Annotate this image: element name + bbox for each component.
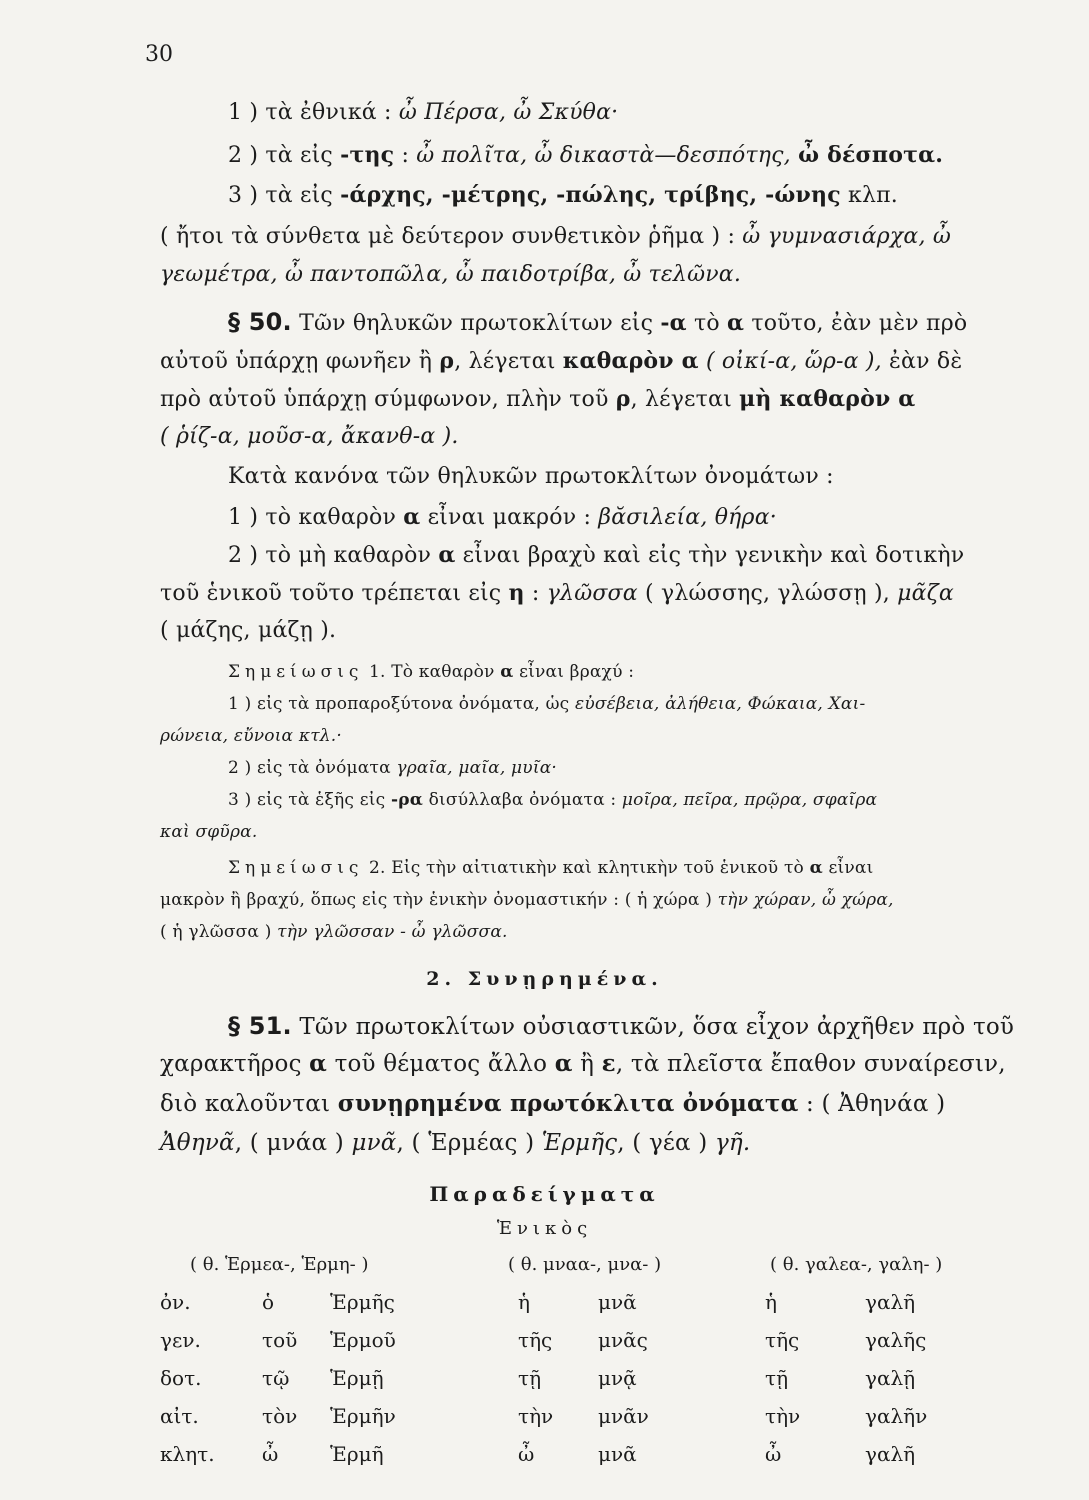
paradigm-noun-hermes: Ἑρμῆ xyxy=(330,1442,384,1466)
note-number: 1. xyxy=(363,662,386,682)
bold-text: α xyxy=(403,504,421,530)
italic-text: τὴν χώραν, ὦ χώρα, xyxy=(717,890,894,910)
text: πρὸ αὐτοῦ ὑπάρχῃ σύμφωνον, πλὴν τοῦ xyxy=(160,387,616,412)
note-2-line-3 xyxy=(160,922,508,942)
paradigm-noun-gale: γαλῆς xyxy=(865,1328,927,1352)
paradigm-case-label: γεν. xyxy=(160,1328,201,1352)
bold-text: -α xyxy=(660,310,687,336)
section-50-line-1 xyxy=(228,308,967,336)
paradigm-article: ἡ xyxy=(518,1290,530,1314)
paradigm-article: ὦ xyxy=(518,1442,535,1466)
item-number: 2 ) xyxy=(228,143,266,168)
section-heading: 2. Συνῃρημένα. xyxy=(426,968,663,990)
section-number: § 51. xyxy=(228,1012,292,1040)
note-2-header xyxy=(228,858,873,878)
paradigm-noun-gale: γαλῇ xyxy=(865,1366,916,1390)
note-1-item-1 xyxy=(228,694,865,714)
italic-text: γῆ. xyxy=(714,1130,751,1156)
section-51-line-4 xyxy=(160,1130,750,1156)
paradigm-noun-hermes: Ἑρμοῦ xyxy=(330,1328,396,1352)
bold-text: συνῃρημένα πρωτόκλιτα ὀνόματα xyxy=(337,1090,799,1117)
text: Τὸ καθαρὸν xyxy=(385,662,501,682)
paradigm-noun-gale: γαλῆν xyxy=(865,1404,928,1428)
section-50-line-5: Κατὰ κανόνα τῶν θηλυκῶν πρωτοκλίτων ὀνομάτων : xyxy=(228,464,834,489)
text: τοῦτο, ἐὰν μὲν πρὸ xyxy=(744,311,968,336)
text: ( γλώσσης, γλώσσῃ ), xyxy=(637,581,898,606)
bold-text: α xyxy=(727,310,745,336)
section-50-line-4: ( ῥίζ-α, μοῦσ-α, ἄκανθ-α ). xyxy=(160,424,459,449)
text: μακρὸν ἢ βραχύ, ὅπως εἰς τὴν ἑνικὴν ὀνομαστικήν : ( ἡ χώρα ) xyxy=(160,890,718,910)
item-text: τὰ εἰς xyxy=(265,143,341,168)
stem-1: ( θ. Ἑρμεα-, Ἑρμη- ) xyxy=(190,1254,369,1275)
note-1-item-3-cont: καὶ σφῦρα. xyxy=(160,822,258,842)
vocative-item-3 xyxy=(228,182,898,208)
note-number: 2. xyxy=(363,858,386,878)
vocative-item-3-cont xyxy=(160,224,951,249)
text: τοῦ θέματος ἄλλο xyxy=(327,1051,555,1077)
section-50-rule-1 xyxy=(228,504,777,530)
paradigm-noun-mna: μνᾶ xyxy=(598,1290,637,1314)
note-1-item-2 xyxy=(228,758,557,778)
note-label: Σημείωσις xyxy=(228,858,364,878)
paradigm-article: τὴν xyxy=(518,1404,554,1428)
text: , ( μνάα ) xyxy=(234,1130,352,1156)
bold-text: ρ xyxy=(439,348,455,374)
italic-text: μοῖρα, πεῖρα, πρῷρα, σφαῖρα xyxy=(621,790,878,810)
vocative-item-3-examples: γεωμέτρα, ὦ παντοπῶλα, ὦ παιδοτρίβα, ὦ τελῶνα. xyxy=(160,262,742,287)
paradigm-article: τῷ xyxy=(262,1366,290,1390)
item-endings: -άρχης, -μέτρης, -πώλης, τρίβης, -ώνης xyxy=(340,182,841,208)
text: τὸ xyxy=(686,311,728,336)
paradigm-article: ὦ xyxy=(765,1442,782,1466)
text: , τὰ πλεῖστα ἔπαθον συναίρεσιν, xyxy=(615,1051,1006,1077)
paradigm-noun-mna: μνᾷ xyxy=(598,1366,637,1390)
paradigm-noun-hermes: Ἑρμῆν xyxy=(330,1404,396,1428)
section-number: § 50. xyxy=(228,308,292,336)
bold-text: α xyxy=(309,1050,328,1077)
italic-text: Ἑρμῆς xyxy=(541,1130,618,1156)
paradigm-article: τῆς xyxy=(765,1328,800,1352)
paradigms-subtitle: Ἑνικὸς xyxy=(496,1218,593,1239)
note-1-item-3 xyxy=(228,790,877,810)
text: ( ἡ γλῶσσα ) xyxy=(160,922,278,942)
text: ἢ xyxy=(572,1051,602,1077)
section-50-line-3 xyxy=(160,386,915,412)
note-1-header xyxy=(228,662,634,682)
stem-3: ( θ. γαλεα-, γαλη- ) xyxy=(770,1254,943,1275)
italic-text: γλῶσσα xyxy=(546,581,638,606)
paradigm-case-label: αἰτ. xyxy=(160,1404,199,1428)
text: 3 ) εἰς τὰ ἑξῆς εἰς xyxy=(228,790,391,810)
italic-text: βᾰσιλεία, θήρα· xyxy=(598,505,777,530)
text: 2 ) τὸ μὴ καθαρὸν xyxy=(228,543,439,568)
item-examples: ὦ Πέρσα, ὦ Σκύθα· xyxy=(398,100,619,125)
page-number: 30 xyxy=(145,42,173,67)
text: εἶναι βραχύ : xyxy=(513,662,635,682)
section-50-rule-2-end: ( μάζης, μάζῃ ). xyxy=(160,618,337,643)
bold-text: α xyxy=(554,1050,573,1077)
text: , ( γέα ) xyxy=(617,1130,715,1156)
paradigm-article: ὁ xyxy=(262,1290,275,1314)
vocative-item-1 xyxy=(228,100,618,125)
section-51-line-3 xyxy=(160,1090,945,1117)
vocative-item-2 xyxy=(228,142,943,168)
paradigm-article: τὸν xyxy=(262,1404,298,1428)
paradigms-title: Παραδείγματα xyxy=(429,1182,660,1206)
text: Τῶν πρωτοκλίτων οὐσιαστικῶν, ὅσα εἶχον ἀρχῆθεν πρὸ τοῦ xyxy=(291,1014,1015,1040)
item-examples: ὦ πολῖτα, ὦ δικαστὰ—δεσπότης, xyxy=(416,143,799,168)
bold-text: η xyxy=(508,580,525,606)
note-label: Σημείωσις xyxy=(228,662,364,682)
text: : xyxy=(524,581,547,606)
paradigm-case-label: ὀν. xyxy=(160,1290,191,1314)
italic-text: μᾶζα xyxy=(897,581,954,606)
text: , λέγεται xyxy=(630,387,740,412)
text: 2 ) εἰς τὰ ὀνόματα xyxy=(228,758,397,778)
paradigm-article: ἡ xyxy=(765,1290,777,1314)
text: εἶναι xyxy=(822,858,874,878)
text: Τῶν θηλυκῶν πρωτοκλίτων εἰς xyxy=(291,311,661,336)
paradigm-noun-mna: μνᾶς xyxy=(598,1328,648,1352)
bold-text: ε xyxy=(601,1050,616,1077)
text: 1 ) τὸ καθαρὸν xyxy=(228,505,404,530)
paradigm-article: τῆς xyxy=(518,1328,553,1352)
italic-text: εὐσέβεια, ἀλήθεια, Φώκαια, Χαι- xyxy=(575,694,866,714)
text: 1 ) εἰς τὰ προπαροξύτονα ὀνόματα, ὡς xyxy=(228,694,575,714)
paradigm-case-label: κλητ. xyxy=(160,1442,215,1466)
bold-text: α xyxy=(809,858,823,878)
item-text: ( ἤτοι τὰ σύνθετα μὲ δεύτερον συνθετικὸν ῥῆμα ) : xyxy=(160,224,743,249)
text: ἐὰν δὲ xyxy=(881,349,963,374)
item-examples: ὦ γυμνασιάρχα, ὦ xyxy=(742,224,952,249)
section-51-line-1 xyxy=(228,1012,1014,1040)
paradigm-noun-hermes: Ἑρμῆς xyxy=(330,1290,395,1314)
text: εἶναι βραχὺ καὶ εἰς τὴν γενικὴν καὶ δοτικὴν xyxy=(455,543,965,568)
text: χαρακτῆρος xyxy=(160,1051,310,1077)
text: διὸ καλοῦνται xyxy=(160,1091,338,1117)
text: αὐτοῦ ὑπάρχῃ φωνῆεν ἢ xyxy=(160,349,440,374)
bold-text: α xyxy=(500,662,514,682)
text: , ( Ἑρμέας ) xyxy=(396,1130,542,1156)
bold-text: μὴ καθαρὸν α xyxy=(739,386,916,412)
paradigm-article: τοῦ xyxy=(262,1328,298,1352)
paradigm-article: τὴν xyxy=(765,1404,801,1428)
bold-text: α xyxy=(438,542,456,568)
italic-text: ( οἰκί-α, ὥρ-α ), xyxy=(698,349,882,374)
paradigm-noun-mna: μνᾶ xyxy=(598,1442,637,1466)
paradigm-article: τῇ xyxy=(765,1366,789,1390)
text: : ( Ἀθηνάα ) xyxy=(798,1091,946,1117)
section-50-rule-2 xyxy=(228,542,964,568)
italic-text: γραῖα, μαῖα, μυῖα· xyxy=(396,758,557,778)
text: εἶναι μακρόν : xyxy=(420,505,599,530)
paradigm-noun-gale: γαλῆ xyxy=(865,1290,916,1314)
text: τοῦ ἑνικοῦ τοῦτο τρέπεται εἰς xyxy=(160,581,509,606)
text: Εἰς τὴν αἰτιατικὴν καὶ κλητικὴν τοῦ ἑνικοῦ τὸ xyxy=(385,858,810,878)
section-51-line-2 xyxy=(160,1050,1006,1077)
paradigm-noun-gale: γαλῆ xyxy=(865,1442,916,1466)
item-text: τὰ εἰς xyxy=(265,183,341,208)
bold-text: ρ xyxy=(615,386,631,412)
stem-2: ( θ. μναα-, μνα- ) xyxy=(508,1254,662,1275)
item-tail: κλπ. xyxy=(840,183,898,208)
paradigm-article: ὦ xyxy=(262,1442,279,1466)
paradigm-article: τῇ xyxy=(518,1366,542,1390)
text: δισύλλαβα ὀνόματα : xyxy=(422,790,622,810)
paradigm-noun-mna: μνᾶν xyxy=(598,1404,649,1428)
italic-text: Ἀθηνᾶ xyxy=(160,1130,235,1156)
note-1-item-1-cont: ρώνεια, εὔνοια κτλ.· xyxy=(160,726,342,746)
paradigm-case-label: δοτ. xyxy=(160,1366,202,1390)
item-ending: -της xyxy=(340,142,395,168)
italic-text: μνᾶ xyxy=(351,1130,397,1156)
section-50-line-2 xyxy=(160,348,962,374)
section-50-rule-2-cont xyxy=(160,580,954,606)
item-number: 1 ) xyxy=(228,100,266,125)
bold-text: -ρα xyxy=(390,790,423,810)
item-text: τὰ ἐθνικά : xyxy=(265,100,399,125)
bold-text: καθαρὸν α xyxy=(562,348,699,374)
italic-text: τὴν γλῶσσαν - ὦ γλῶσσα. xyxy=(277,922,508,942)
item-bold-example: ὦ δέσποτα. xyxy=(798,142,944,168)
paradigm-noun-hermes: Ἑρμῇ xyxy=(330,1366,384,1390)
note-2-line-2 xyxy=(160,890,894,910)
item-colon: : xyxy=(394,143,417,168)
item-number: 3 ) xyxy=(228,183,266,208)
text: , λέγεται xyxy=(454,349,563,374)
